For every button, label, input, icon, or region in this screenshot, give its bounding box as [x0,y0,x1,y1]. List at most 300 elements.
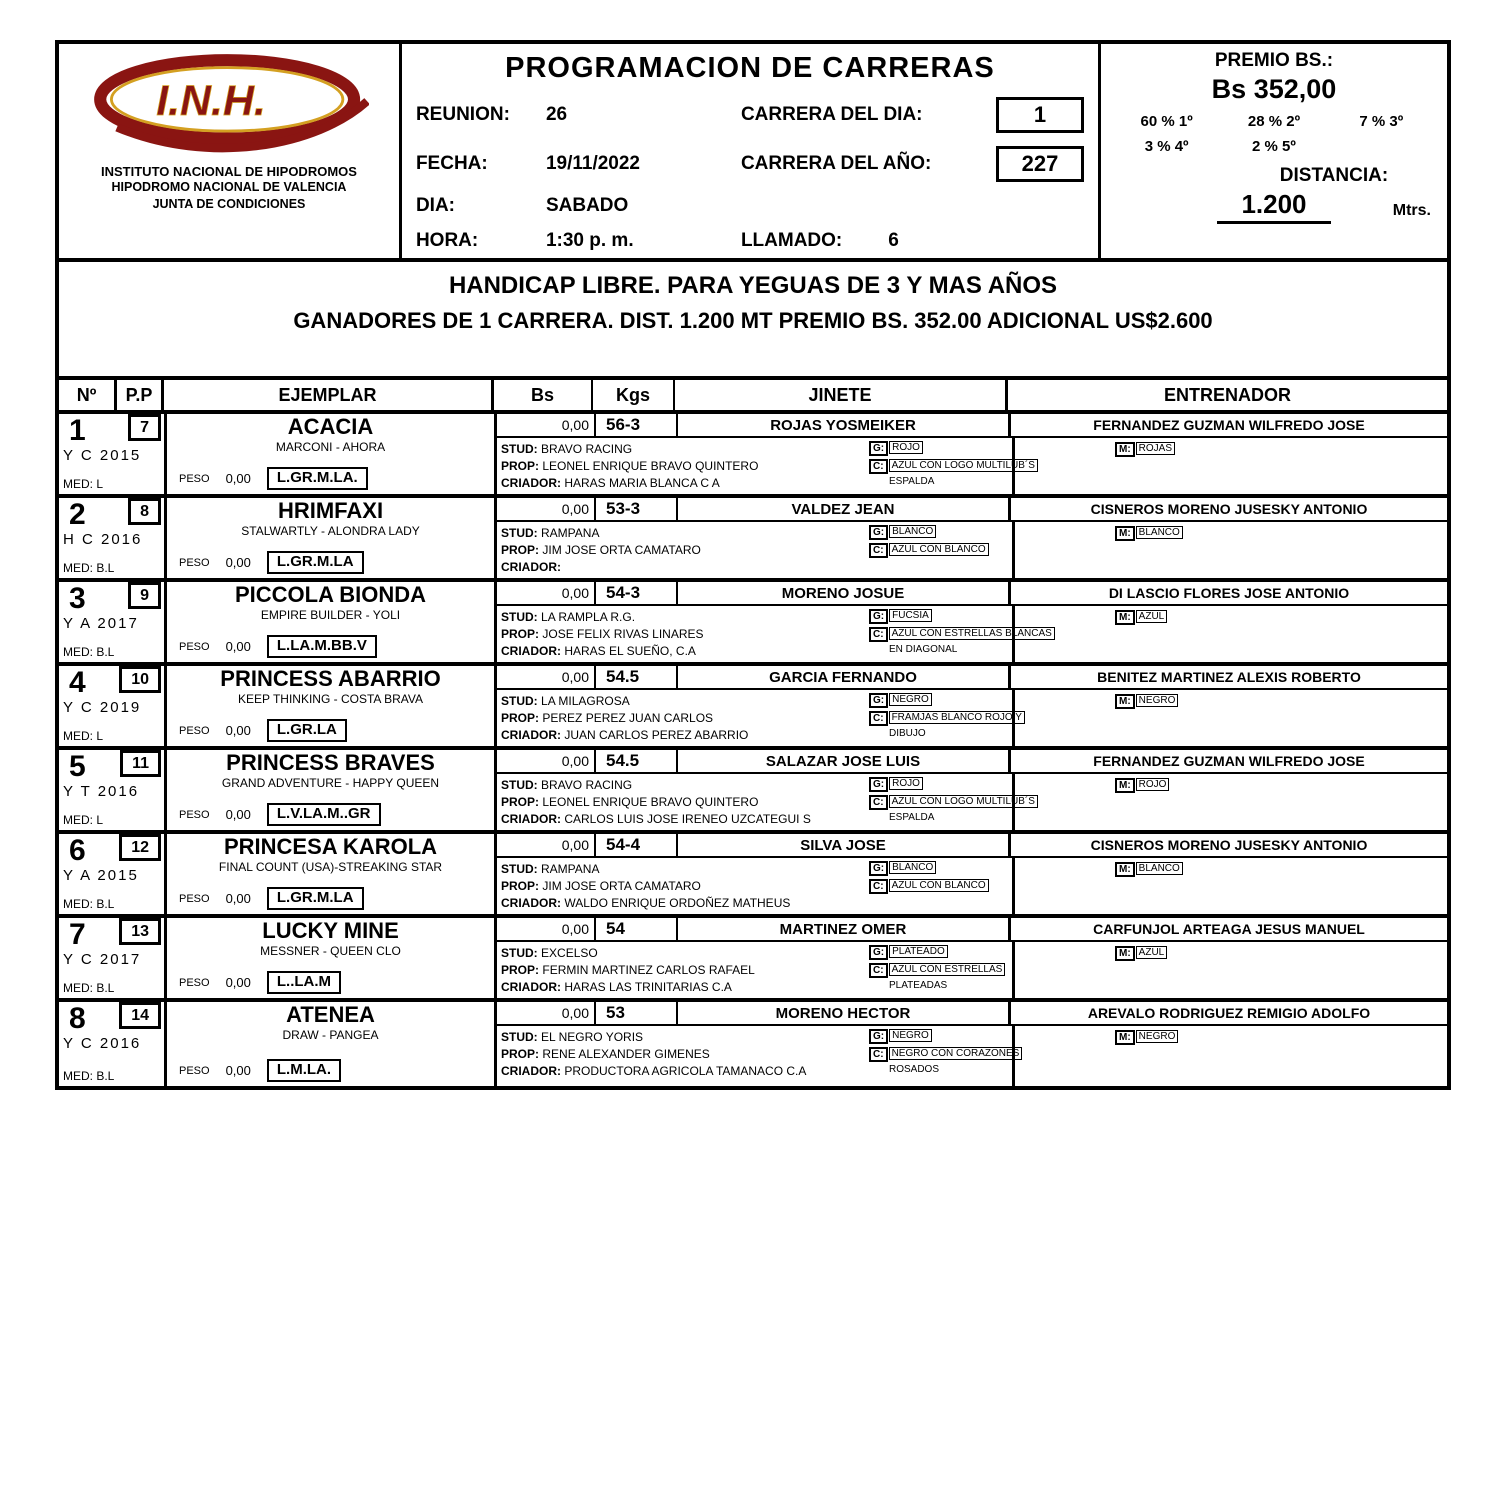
document-header [59,44,1447,262]
cap-label: G: [869,861,888,876]
sex-color-year: Y A 2015 [63,867,139,884]
prop-label: PROP: [501,542,540,557]
conditions-line2: GANADORES DE 1 CARRERA. DIST. 1.200 MT PREMIO BS. 352.00 ADICIONAL US$2.600 [293,308,1213,333]
horse-number: 5 [69,750,86,783]
bs-value: 0,00 [497,750,596,772]
table-row [59,834,1447,918]
row-main-cell [497,414,1447,494]
stud-label: STUD: [501,526,538,540]
cap-label: G: [869,945,888,960]
horse-cell [167,498,497,578]
pct-2nd: 28 % 2º [1247,113,1301,130]
horse-number-block [59,834,167,914]
sex-color-year: Y C 2016 [63,1035,142,1052]
stud-value: EL NEGRO YORIS [541,1030,644,1044]
kgs-value: 56-3 [596,414,678,436]
peso-line [167,719,494,746]
horse-number-block [59,582,167,662]
row-top-strip [497,834,1447,858]
column-header-jinete: JINETE [675,380,1008,410]
pct-4th: 3 % 4º [1144,138,1189,155]
sleeves-color: NEGRO [1136,1030,1179,1043]
post-position: 10 [119,666,161,693]
row-top-strip [497,498,1447,522]
page-title: PROGRAMACION DE CARRERAS [505,52,995,84]
horse-name: PRINCESS ABARRIO [220,666,441,691]
stud-value: RAMPANA [541,526,600,540]
cap-label: G: [869,609,888,624]
hora-label: HORA: [415,230,479,251]
cap-color: FUCSIA [889,609,932,622]
premio-percentages-1 [1113,113,1435,130]
sex-color-year: Y A 2017 [63,615,139,632]
cap-label: G: [869,693,888,708]
premio-amount: Bs 352,00 [1211,74,1337,104]
trainer-silks-block [1015,858,1447,914]
institution-name: INSTITUTO NACIONAL DE HIPODROMOS [101,164,357,179]
post-position: 14 [119,1002,161,1029]
horse-number-block [59,498,167,578]
criador-label: CRIADOR: [501,895,561,910]
reunion-value: 26 [545,104,568,125]
horse-number-block [59,666,167,746]
inh-logo-icon [89,52,369,156]
horse-number-block [59,750,167,830]
prop-value: FERMIN MARTINEZ CARLOS RAFAEL [542,962,755,977]
sex-color-year: Y C 2017 [63,951,142,968]
jockey-name: MORENO JOSUE [678,582,1011,604]
institution-block [59,44,402,258]
jacket-color: NEGRO CON CORAZONES [889,1047,1023,1060]
peso-value: 0,00 [225,555,251,571]
stud-value: EXCELSO [541,946,598,960]
pct-3rd: 7 % 3º [1359,113,1404,130]
cap-color: ROJO [889,441,923,454]
jacket-label: C: [869,543,888,558]
prop-value: JOSE FELIX RIVAS LINARES [542,626,704,641]
carrera-ano-label: CARRERA DEL AÑO: [740,153,932,174]
bs-value: 0,00 [497,582,596,604]
medication: MED: L [63,477,104,491]
carrera-dia-label: CARRERA DEL DIA: [740,104,923,125]
silks-block [869,522,1012,578]
jacket-color-line2: DIBUJO [889,728,926,739]
jacket-color: AZUL CON ESTRELLAS [889,963,1006,976]
kgs-value: 53 [596,1002,678,1024]
trainer-name: CARFUNJOL ARTEAGA JESUS MANUEL [1093,921,1365,937]
prop-value: RENE ALEXANDER GIMENES [542,1046,710,1061]
peso-line [167,971,494,998]
column-header-ejemplar: EJEMPLAR [164,380,494,410]
kgs-value: 54.5 [596,750,678,772]
jockey-name: GARCIA FERNANDO [678,666,1011,688]
kgs-value: 53-3 [596,498,678,520]
jacket-color-line2: ESPALDA [889,812,935,823]
trainer-silks-block [1015,1026,1447,1086]
pedigree: KEEP THINKING - COSTA BRAVA [238,692,423,707]
horse-name: PRINCESS BRAVES [226,750,435,775]
silks-block [869,858,1012,914]
meds-code: L.GR.M.LA [267,887,364,910]
column-header-num: Nº [59,380,117,410]
post-position: 12 [119,834,161,861]
table-row [59,582,1447,666]
jockey-name: SALAZAR JOSE LUIS [678,750,1011,772]
peso-value: 0,00 [225,471,251,487]
silks-block [869,690,1022,746]
sleeves-color: BLANCO [1136,862,1183,875]
horse-cell [167,918,497,998]
prop-value: LEONEL ENRIQUE BRAVO QUINTERO [542,794,759,809]
table-row [59,414,1447,498]
kgs-value: 54-3 [596,582,678,604]
bs-value: 0,00 [497,414,596,436]
sleeves-color: ROJO [1136,778,1170,791]
jockey-name: MORENO HECTOR [678,1002,1011,1024]
criador-label: CRIADOR: [501,727,561,742]
pedigree: EMPIRE BUILDER - YOLI [260,608,401,623]
prop-label: PROP: [501,878,540,893]
stud-label: STUD: [501,778,538,792]
prop-label: PROP: [501,626,540,641]
connections-block [497,1026,869,1086]
horse-number: 8 [69,1002,86,1035]
peso-value: 0,00 [225,1063,251,1079]
row-body [497,606,1447,662]
prop-label: PROP: [501,1046,540,1061]
jacket-color: AZUL CON LOGO MULTILUB´S [889,795,1038,808]
table-row [59,750,1447,834]
bs-value: 0,00 [497,666,596,688]
jacket-label: C: [869,879,888,894]
connections-block [497,858,869,914]
prop-value: JIM JOSE ORTA CAMATARO [542,878,701,893]
criador-value: HARAS MARIA BLANCA C A [564,475,720,490]
peso-line [167,467,494,494]
jacket-color-line2: ROSADOS [889,1064,940,1075]
post-position: 13 [119,918,161,945]
row-body [497,438,1447,494]
premio-label: PREMIO BS.: [1214,50,1334,71]
pedigree: FINAL COUNT (USA)-STREAKING STAR [218,860,443,875]
carrera-ano-value: 227 [996,146,1084,182]
stud-label: STUD: [501,442,538,456]
peso-line [167,887,494,914]
cap-label: G: [869,777,888,792]
connections-block [497,774,869,830]
jacket-label: C: [869,459,888,474]
horse-number: 3 [69,582,86,615]
medication: MED: L [63,813,104,827]
row-main-cell [497,666,1447,746]
trainer-silks-block [1015,774,1447,830]
row-body [497,690,1447,746]
peso-value: 0,00 [225,807,251,823]
llamado-value: 6 [888,230,899,251]
peso-line [167,803,494,830]
row-main-cell [497,582,1447,662]
fecha-label: FECHA: [415,153,488,174]
trainer-name: CISNEROS MORENO JUSESKY ANTONIO [1090,837,1368,853]
sleeves-label: M: [1115,1030,1135,1045]
connections-block [497,690,869,746]
peso-label: PESO [179,640,210,653]
peso-line [167,635,494,662]
jockey-name: SILVA JOSE [678,834,1011,856]
connections-block [497,522,869,578]
trainer-silks-block [1015,690,1447,746]
trainer-silks-block [1015,438,1447,494]
stud-label: STUD: [501,694,538,708]
peso-value: 0,00 [225,975,251,991]
jacket-color-line2: PLATEADAS [889,980,948,991]
criador-value: JUAN CARLOS PEREZ ABARRIO [564,727,749,742]
kgs-value: 54-4 [596,834,678,856]
pedigree: MARCONI - AHORA [275,440,386,455]
column-header-pp: P.P [117,380,164,410]
junta-label: JUNTA DE CONDICIONES [152,196,306,211]
row-top-strip [497,414,1447,438]
stud-value: RAMPANA [541,862,600,876]
peso-line [167,551,494,578]
jacket-label: C: [869,627,888,642]
horse-name: LUCKY MINE [262,918,399,943]
horse-cell [167,1002,497,1086]
trainer-name: DI LASCIO FLORES JOSE ANTONIO [1108,585,1350,601]
stud-label: STUD: [501,610,538,624]
horse-number: 7 [69,918,86,951]
criador-label: CRIADOR: [501,1063,561,1078]
criador-value: HARAS LAS TRINITARIAS C.A [564,979,732,994]
trainer-silks-block [1015,942,1447,998]
stud-label: STUD: [501,862,538,876]
horse-number: 4 [69,666,86,699]
cap-color: NEGRO [889,1029,932,1042]
silks-block [869,438,1035,494]
sleeves-label: M: [1115,694,1135,709]
row-top-strip [497,666,1447,690]
prop-value: LEONEL ENRIQUE BRAVO QUINTERO [542,458,759,473]
criador-value: HARAS EL SUEÑO, C.A [564,643,696,658]
sleeves-label: M: [1115,862,1135,877]
row-top-strip [497,750,1447,774]
row-top-strip [497,1002,1447,1026]
conditions-line1: HANDICAP LIBRE. PARA YEGUAS DE 3 Y MAS AÑOS [448,272,1058,299]
bs-value: 0,00 [497,1002,596,1024]
trainer-name: AREVALO RODRIGUEZ REMIGIO ADOLFO [1087,1005,1371,1021]
stud-label: STUD: [501,1030,538,1044]
cap-label: G: [869,441,888,456]
horse-name: HRIMFAXI [277,498,384,523]
cap-label: G: [869,525,888,540]
distancia-label: DISTANCIA: [1279,165,1389,186]
peso-label: PESO [179,808,210,821]
sleeves-color: NEGRO [1136,694,1179,707]
post-position: 7 [128,414,161,441]
connections-block [497,606,869,662]
trainer-name: FERNANDEZ GUZMAN WILFREDO JOSE [1093,753,1365,769]
medication: MED: B.L [63,897,115,911]
horse-number-block [59,1002,167,1086]
sleeves-label: M: [1115,442,1135,457]
carrera-dia-value: 1 [996,97,1084,133]
table-row [59,1002,1447,1086]
table-row [59,918,1447,1002]
horse-name: ATENEA [286,1002,375,1027]
row-body [497,942,1447,998]
bs-value: 0,00 [497,834,596,856]
row-main-cell [497,834,1447,914]
peso-label: PESO [179,1064,210,1077]
prop-label: PROP: [501,710,540,725]
kgs-value: 54.5 [596,666,678,688]
trainer-silks-block [1015,606,1447,662]
hora-value: 1:30 p. m. [545,230,634,251]
cap-color: NEGRO [889,693,932,706]
stud-value: LA RAMPLA R.G. [541,610,636,624]
jacket-label: C: [869,963,888,978]
peso-line [167,1059,494,1086]
jacket-color-line2: EN DIAGONAL [889,644,958,655]
column-header-bs: Bs [494,380,593,410]
stud-value: LA MILAGROSA [541,694,630,708]
row-body [497,1026,1447,1086]
jacket-color: AZUL CON LOGO MULTILUB´S [889,459,1038,472]
race-program-document [55,40,1451,1090]
sleeves-label: M: [1115,610,1135,625]
row-body [497,774,1447,830]
program-fields [416,97,1084,252]
criador-label: CRIADOR: [501,475,561,490]
meds-code: L.GR.M.LA [267,551,364,574]
horse-name: PICCOLA BIONDA [234,582,427,607]
horse-number: 6 [69,834,86,867]
kgs-value: 54 [596,918,678,940]
sleeves-color: ROJAS [1136,442,1175,455]
criador-value: WALDO ENRIQUE ORDOÑEZ MATHEUS [564,895,791,910]
bs-value: 0,00 [497,498,596,520]
medication: MED: B.L [63,645,115,659]
trainer-name: CISNEROS MORENO JUSESKY ANTONIO [1090,501,1368,517]
horse-cell [167,834,497,914]
cap-label: G: [869,1029,888,1044]
sleeves-label: M: [1115,946,1135,961]
prop-value: PEREZ PEREZ JUAN CARLOS [542,710,714,725]
criador-label: CRIADOR: [501,811,561,826]
jacket-color: AZUL CON BLANCO [889,879,989,892]
race-conditions [59,262,1447,380]
peso-label: PESO [179,892,210,905]
sleeves-label: M: [1115,526,1135,541]
jacket-color: AZUL CON ESTRELLAS BLANCAS [889,627,1055,640]
stud-value: BRAVO RACING [541,442,633,456]
column-header-entrenador: ENTRENADOR [1163,384,1291,405]
sex-color-year: H C 2016 [63,531,143,548]
medication: MED: B.L [63,981,115,995]
pedigree: GRAND ADVENTURE - HAPPY QUEEN [221,776,440,791]
trainer-name: FERNANDEZ GUZMAN WILFREDO JOSE [1093,417,1365,433]
horse-cell [167,414,497,494]
cap-color: PLATEADO [889,945,948,958]
sleeves-color: AZUL [1136,610,1168,623]
fecha-value: 19/11/2022 [545,153,640,174]
stud-label: STUD: [501,946,538,960]
sleeves-color: AZUL [1136,946,1168,959]
table-row [59,666,1447,750]
pedigree: STALWARTLY - ALONDRA LADY [241,524,420,539]
peso-label: PESO [179,976,210,989]
dia-value: SABADO [545,195,629,216]
bs-value: 0,00 [497,918,596,940]
logo-acronym: I.N.H. [156,77,266,126]
horse-cell [167,582,497,662]
criador-label: CRIADOR: [501,559,561,574]
medication: MED: B.L [63,561,115,575]
jockey-name: MARTINEZ OMER [678,918,1011,940]
medication: MED: B.L [63,1069,115,1083]
row-top-strip [497,918,1447,942]
premio-percentages-2 [1113,138,1435,155]
jacket-color-line2: ESPALDA [889,476,935,487]
row-top-strip [497,582,1447,606]
connections-block [497,438,869,494]
sex-color-year: Y T 2016 [63,783,140,800]
sex-color-year: Y C 2019 [63,699,142,716]
trainer-name: BENITEZ MARTINEZ ALEXIS ROBERTO [1097,669,1361,685]
reunion-label: REUNION: [415,104,510,125]
criador-value: CARLOS LUIS JOSE IRENEO UZCATEGUI S [564,811,811,826]
horse-cell [167,666,497,746]
prop-label: PROP: [501,962,540,977]
silks-block [869,942,1012,998]
row-main-cell [497,1002,1447,1086]
sleeves-color: BLANCO [1136,526,1183,539]
horse-cell [167,750,497,830]
jacket-color: FRAMJAS BLANCO ROJO Y [889,711,1025,724]
pct-5th: 2 % 5º [1252,138,1296,155]
pedigree: DRAW - PANGEA [282,1028,379,1043]
jockey-name: VALDEZ JEAN [678,498,1011,520]
criador-label: CRIADOR: [501,643,561,658]
column-header-kgs: Kgs [593,380,675,410]
silks-block [869,774,1035,830]
row-body [497,858,1447,914]
premio-block [1101,44,1447,258]
table-row [59,498,1447,582]
peso-value: 0,00 [225,723,251,739]
prop-label: PROP: [501,794,540,809]
jockey-name: ROJAS YOSMEIKER [678,414,1011,436]
peso-value: 0,00 [225,639,251,655]
post-position: 8 [128,498,161,525]
hipodromo-name: HIPODROMO NACIONAL DE VALENCIA [111,180,347,194]
post-position: 9 [128,582,161,609]
meds-code: L.GR.M.LA. [267,467,368,490]
llamado-label: LLAMADO: [740,230,843,251]
jacket-color: AZUL CON BLANCO [889,543,989,556]
pct-1st: 60 % 1º [1140,113,1193,130]
rows [59,414,1447,1086]
horse-name: PRINCESA KAROLA [223,834,438,859]
cap-color: ROJO [889,777,923,790]
prop-value: JIM JOSE ORTA CAMATARO [542,542,701,557]
connections-block [497,942,869,998]
cap-color: BLANCO [889,525,936,538]
peso-label: PESO [179,724,210,737]
distancia-value: 1.200 [1217,189,1330,224]
horse-number: 1 [69,414,86,447]
sex-color-year: Y C 2015 [63,447,142,464]
